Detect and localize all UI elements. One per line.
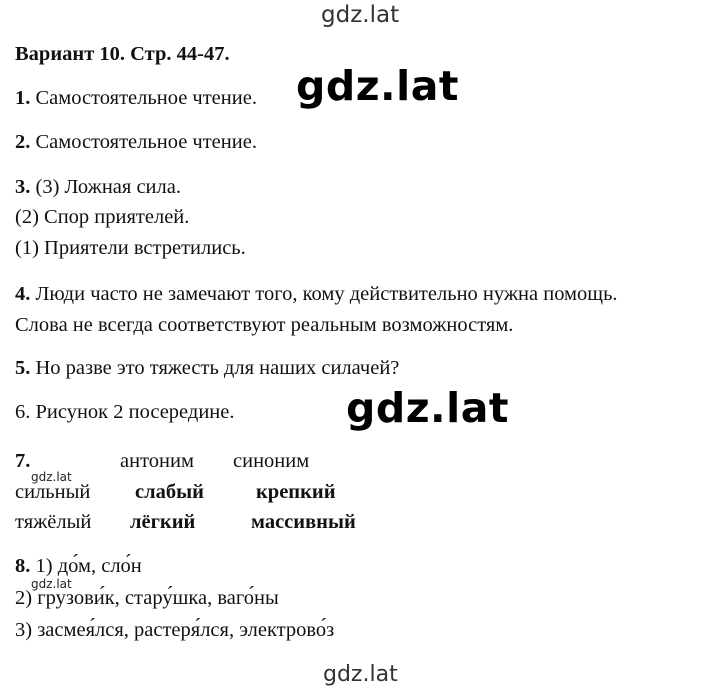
answer-6: 6. Рисунок 2 посередине. — [15, 401, 235, 423]
answer-number: 4. — [15, 283, 31, 305]
watermark-bottom: gdz.lat — [323, 662, 398, 687]
answer-text: Самостоятельное чтение. — [30, 131, 257, 153]
answer-3-line-2: (2) Спор приятелей. — [15, 206, 190, 228]
answer-number: 5. — [15, 357, 31, 379]
answer-number: 1. — [15, 87, 31, 109]
answer-7-header-antonym: антоним — [120, 450, 194, 472]
answer-number: 2. — [15, 131, 31, 153]
answer-text: Самостоятельное чтение. — [30, 87, 257, 109]
answer-7-synonym: массивный — [251, 511, 356, 533]
answer-number: 8. — [15, 555, 31, 577]
watermark-small-2: gdz.lat — [31, 577, 72, 591]
answer-7-antonym: слабый — [135, 481, 204, 503]
answer-4-line-2: Слова не всегда соответствуют реальным возможностям. — [15, 314, 514, 336]
answer-5 — [15, 356, 399, 380]
answer-3-line-1 — [15, 175, 181, 199]
answer-7-word: тяжёлый — [15, 511, 92, 533]
answer-text: 1) до́м, сло́н — [30, 555, 142, 577]
answer-3-line-3: (1) Приятели встретились. — [15, 237, 246, 259]
answer-2 — [15, 130, 257, 154]
page-heading: Вариант 10. Стр. 44-47. — [15, 43, 230, 65]
answer-text: (3) Ложная сила. — [30, 176, 181, 198]
answer-4-line-1 — [15, 282, 618, 306]
answer-8-line-1 — [15, 554, 142, 578]
watermark-large-2: gdz.lat — [346, 384, 509, 432]
answer-8-line-3: 3) засмея́лся, растеря́лся, электрово́з — [15, 619, 335, 641]
answer-7-header-synonym: синоним — [233, 450, 310, 472]
answer-7-antonym: лёгкий — [130, 511, 196, 533]
answer-8-line-2: 2) грузови́к, стару́шка, ваго́ны — [15, 587, 279, 609]
watermark-large-1: gdz.lat — [296, 62, 459, 110]
answer-text: Люди часто не замечают того, кому действительно нужна помощь. — [30, 283, 618, 305]
answer-7-word: сильный — [15, 481, 91, 503]
answer-7-synonym: крепкий — [256, 481, 336, 503]
answer-1 — [15, 86, 257, 110]
answer-7-number: 7. — [15, 450, 31, 472]
answer-number: 3. — [15, 176, 31, 198]
watermark-small-1: gdz.lat — [31, 470, 72, 484]
answer-text: Но разве это тяжесть для наших силачей? — [30, 357, 400, 379]
watermark-top: gdz.lat — [321, 2, 400, 28]
